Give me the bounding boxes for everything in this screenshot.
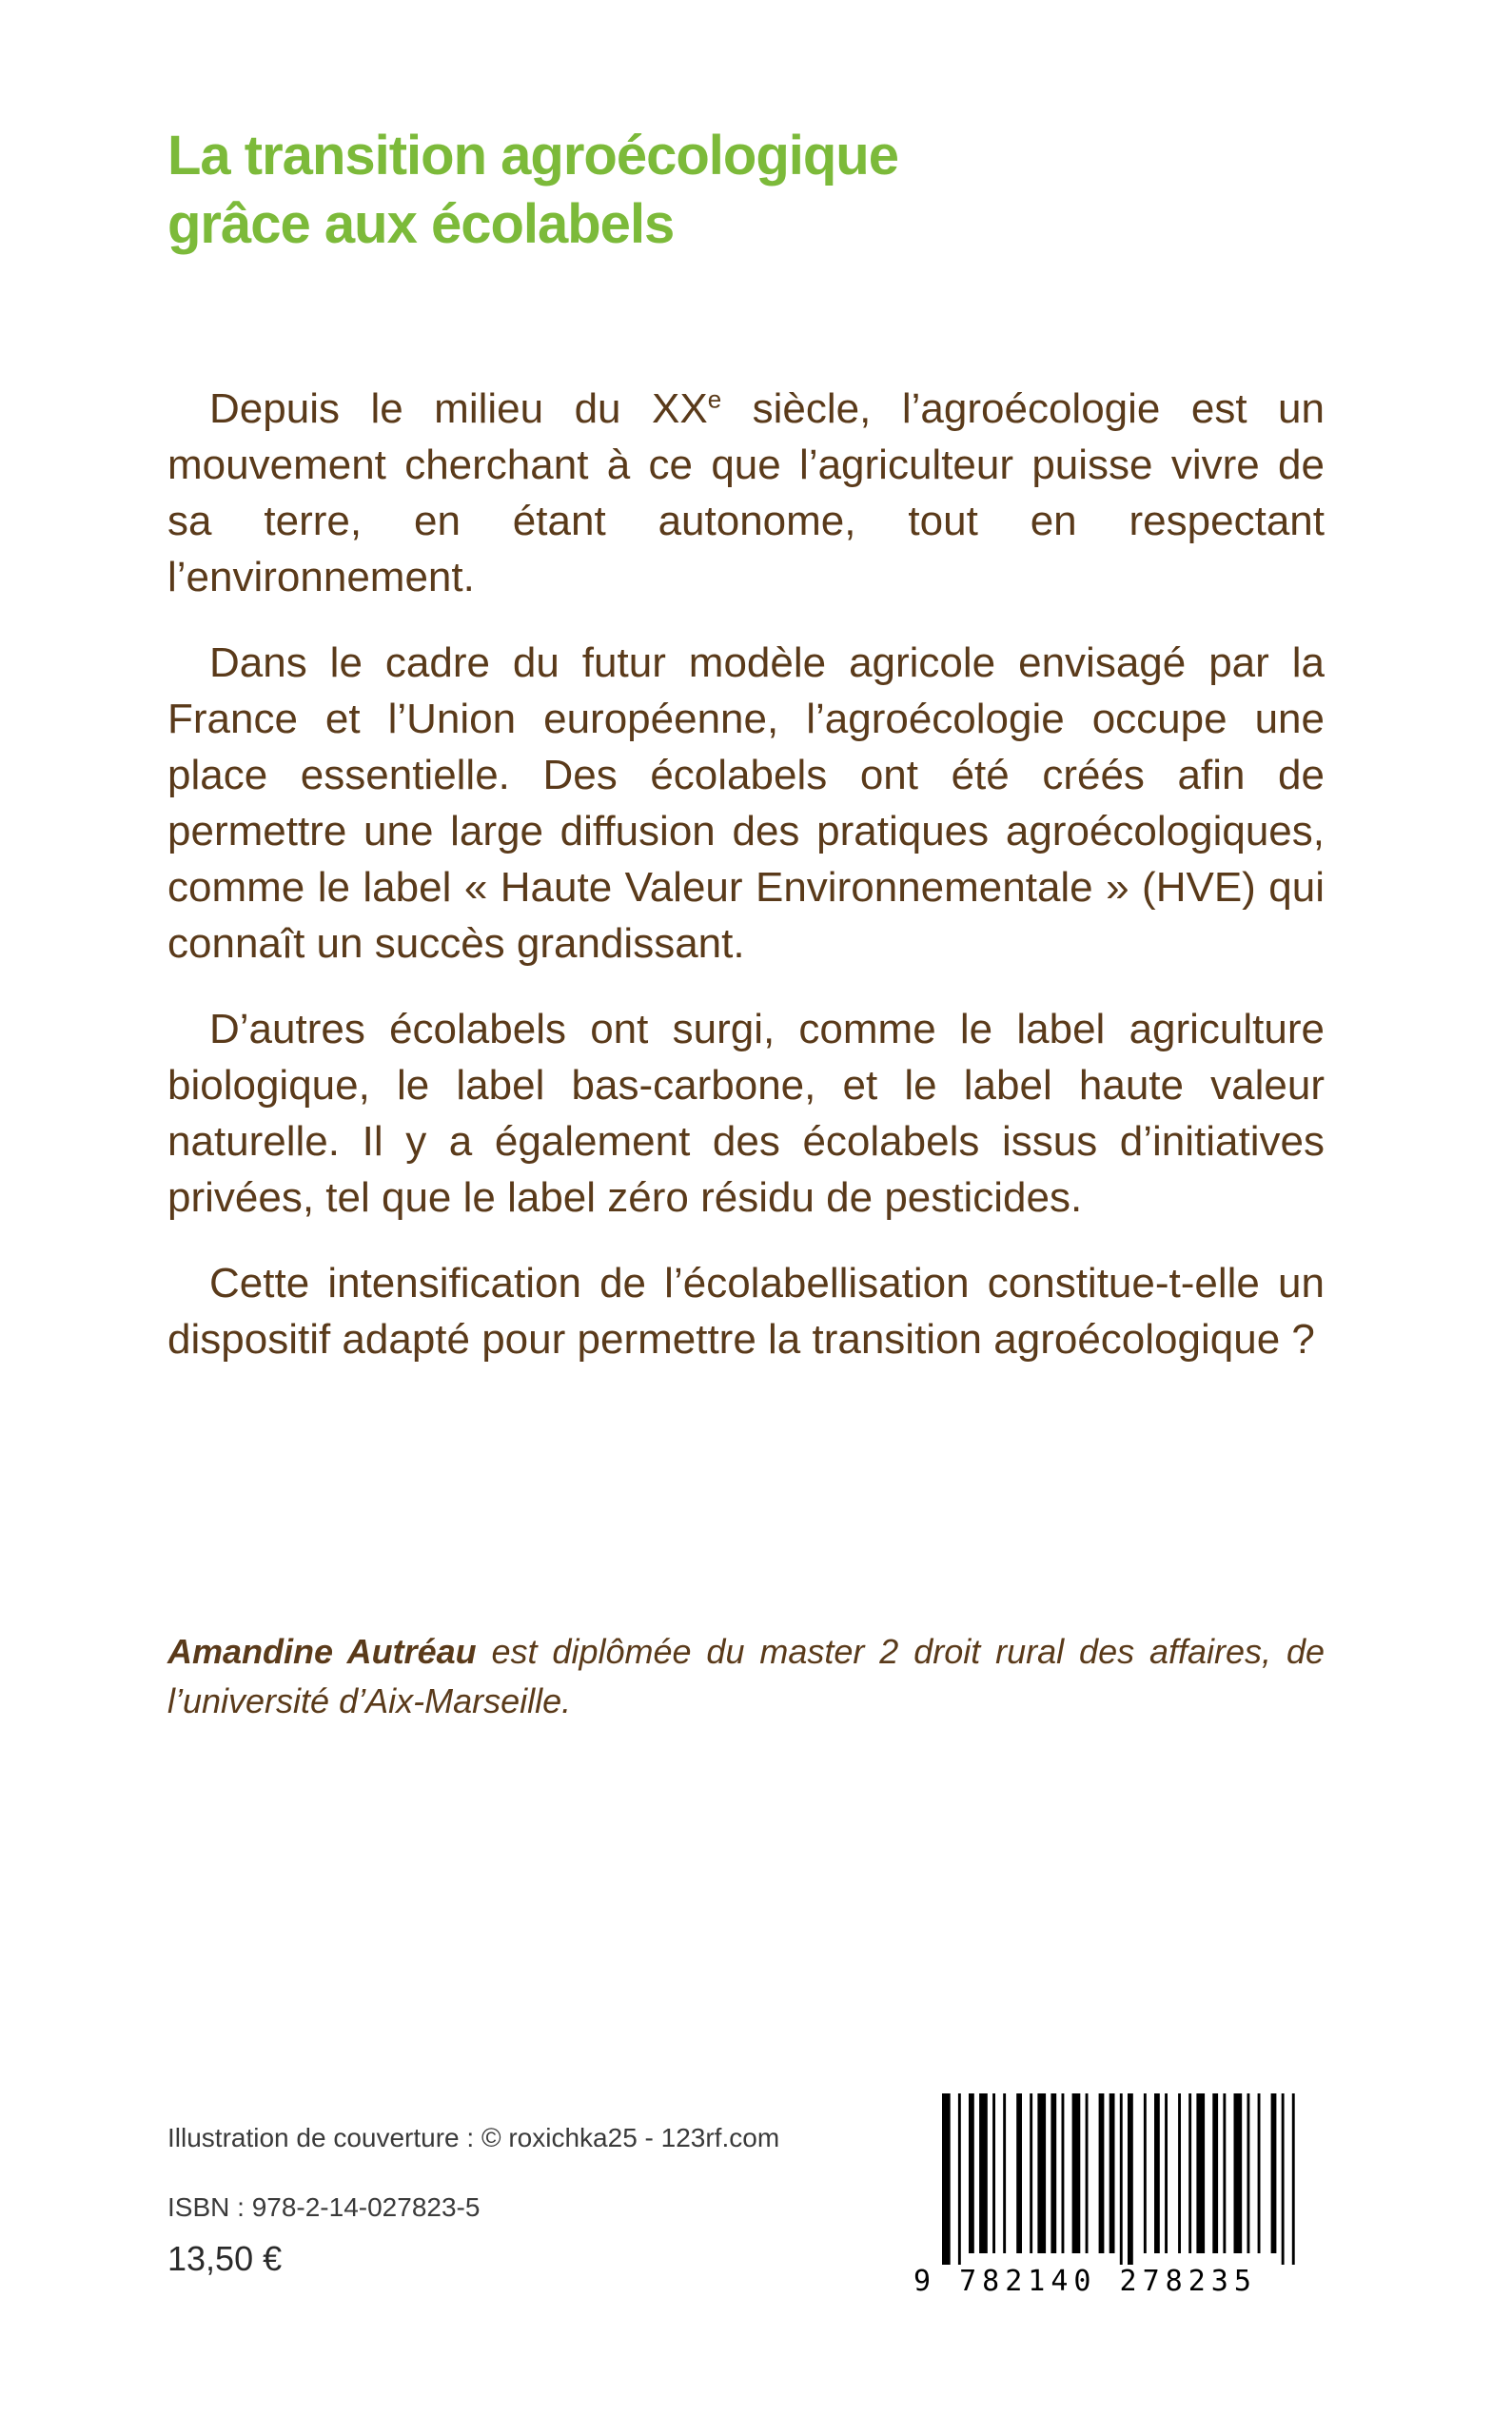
barcode-bar [1247,2093,1250,2253]
barcode-bar [1016,2093,1022,2253]
barcode-bar [1072,2093,1081,2253]
barcode-bar [1212,2093,1218,2253]
book-title [167,122,1357,259]
barcode-bars-icon [913,2093,1323,2265]
barcode-bar [1086,2093,1089,2253]
book-title-line-2: grâce aux écolabels [167,193,675,255]
barcode-bar [958,2093,961,2265]
barcode-bar [1062,2093,1065,2253]
barcode-bar [1188,2093,1191,2253]
blurb [167,381,1325,1397]
barcode-bar [1128,2093,1133,2265]
barcode-bar [1109,2093,1115,2253]
barcode-digits: 9 782140 278235 [913,2265,1257,2298]
barcode-bar [1165,2093,1168,2253]
blurb-paragraph-2: Dans le cadre du futur modèle agricole envisagé par la France et l’Union européenne, l’agroécologie occupe une place essentielle. Des écolabels ont été créés afin de permettre une large diffusion des pratiques agroécologiques, comme le label « Haute Valeur Environnementale » (HVE) qui connaît un succès grandissant. [167,639,1325,967]
barcode-bar [942,2093,951,2265]
barcode-bar [1196,2093,1205,2253]
barcode-bar [979,2093,988,2253]
barcode-bar [1003,2093,1006,2253]
century-superscript: e [707,384,722,414]
author-name: Amandine Autréau [167,1632,477,1671]
barcode-bar [1051,2093,1056,2253]
barcode-bar [1234,2093,1243,2253]
blurb-paragraph-1 [167,381,1325,605]
blurb-paragraph-3: D’autres écolabels ont surgi, comme le label agriculture biologique, le label bas-carbone, et le label haute valeur naturelle. Il y a également des écolabels issus d’initiatives privées, tel que le label zéro résidu de pesticides. [167,1006,1325,1221]
barcode-bar [1178,2093,1181,2253]
barcode-bar [969,2093,974,2253]
barcode-bar [1258,2093,1261,2253]
barcode-bar [1120,2093,1123,2265]
barcode-bar [1282,2093,1285,2265]
book-title-line-1: La transition agroécologique [167,125,898,187]
author-description: est diplômée du master 2 droit rural des affaires, de l’université d’Aix-Marseille. [167,1632,1325,1720]
barcode-bar [1144,2093,1147,2253]
blurb-paragraph-4: Cette intensification de l’écolabellisation constitue-t-elle un dispositif adapté pour permettre la transition agroécologique ? [167,1260,1325,1363]
barcode-bar [1223,2093,1226,2253]
author-bio [167,1627,1325,1726]
illustration-credit: Illustration de couverture : © roxichka25 - 123rf.com [167,2123,780,2152]
barcode-bar [1154,2093,1160,2253]
barcode [913,2093,1323,2303]
barcode-bar [992,2093,995,2253]
barcode-bar [1292,2093,1295,2265]
barcode-bar [1271,2093,1277,2253]
isbn: ISBN : 978-2-14-027823-5 [167,2192,481,2222]
blurb-paragraph-1-start: Depuis le milieu du XX [209,385,708,432]
blurb-paragraph-1-end: siècle, l’agroécologie est un mouvement cherchant à ce que l’agriculteur puisse vivre de sa terre, en étant autonome, tout en respectant l’environnement. [167,385,1325,600]
barcode-bar [1030,2093,1032,2253]
barcode-bar [1037,2093,1046,2253]
barcode-bar [1099,2093,1105,2253]
price: 13,50 € [167,2239,283,2278]
